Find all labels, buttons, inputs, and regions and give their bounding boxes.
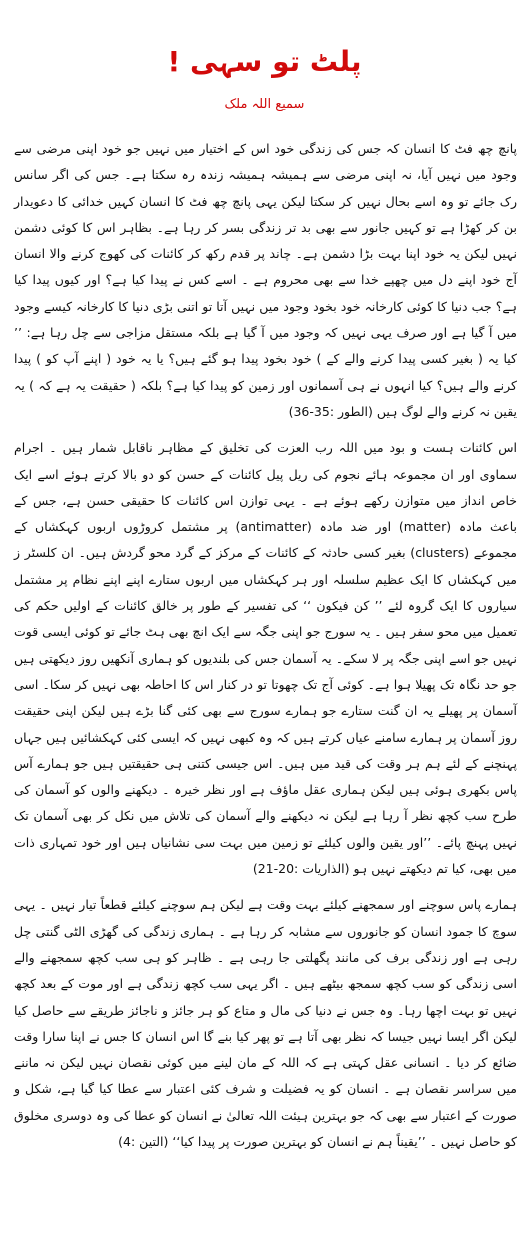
article-body xyxy=(14,136,517,1165)
paragraph-1: پانچ چھ فٹ کا انسان کہ جس کی زندگی خود اس کے اختیار میں نہیں جو خود اپنی مرضی سے وجود میں نہیں آیا، نہ اپنی مرضی سے ہمیشہ ہمیشہ زندہ رہ سکتا ہے۔ جس کی اگر سانس رک جائے تو وہ اسے بحال نہیں کر سکتا لیکن یہی پانچ چھ فٹ کا انسان کہیں خدائی کا دعویدار بن کر کھڑا ہے تو کہیں جانور سے بھی بد تر زندگی بسر کر رہا ہے۔ بظاہر اس کا کوئی دشمن نہیں لیکن یہ خود اپنا بہت بڑا دشمن ہے۔ چاند پر قدم رکھ کر کائنات کی کھوج کرنے والا انسان آج خود اپنے دل میں چھپے خدا سے بھی محروم ہے ۔ اسے کس نے پیدا کیا ہے؟ اور کیوں پیدا کیا ہے؟ جب دنیا کا کوئی کارخانہ خود بخود وجود میں نہیں آتا تو اتنی بڑی دنیا کا کارخانہ کیسے وجود میں آ گیا ہے اور صرف یہی نہیں کہ وجود میں آ گیا ہے بلکہ مستقل مزاجی سے چل رہا ہے: ’’ کیا یہ ( بغیر کسی پیدا کرنے والے کے ) خود بخود پیدا ہو گئے ہیں؟ یا یہ خود ( اپنے آپ کو ) پیدا کرنے والے ہیں؟ کیا انہوں نے ہی آسمانوں اور زمین کو پیدا کیا ہے؟ بلکہ ( حقیقت یہ ہے کہ ) یہ یقین نہ کرنے والے لوگ ہیں (الطور :35-36) xyxy=(14,141,517,419)
paragraph-2: اس کائنات ہست و بود میں اللہ رب العزت کی تخلیق کے مظاہر ناقابل شمار ہیں ۔ اجرام سماوی اور ان مجموعہ ہائے نجوم کی ریل پیل کائنات کے حسن کو دو بالا کرتے ہوئے اسے ایک خاص انداز میں متوازن رکھے ہوئے ہے ۔ یہی توازن اس کائنات کا حقیقی حسن ہے، جس کے باعث مادہ (matter) اور ضد مادہ (antimatter) پر مشتمل کروڑوں اربوں کہکشاں کے مجموعے (clusters) بغیر کسی حادثہ کے کائنات کے مرکز کے گرد محو گردش ہیں۔ ان کلسٹر ز میں کہکشاں کا ایک عظیم سلسلہ اور ہر کہکشاں میں اربوں ستارے اپنے اپنے نظام پر مشتمل سیاروں کا ایک گروہ لئے ’’ کن فیکون ‘‘ کی تفسیر کے طور پر خالق کائنات کے اولیں حکم کی تعمیل میں محو سفر ہیں ۔ یہ سورج جو اپنی جگہ سے ایک انچ بھی ہٹ جائے تو کوئی ایسی قوت نہیں جو اسے اپنی جگہ پر لا سکے۔ یہ آسمان جس کی بلندیوں کو ہماری آنکھیں روز دیکھتی ہیں جو حد نگاہ تک پھیلا ہوا ہے۔ کوئی آج تک چھوتا تو در کنار اس کا احاطہ بھی نہیں کر سکا۔ اسی آسمان پر پھیلے یہ ان گنت ستارے جو ہمارے سورج سے بھی کئی گنا بڑے ہیں لیکن اپنی حقیقت روز آسمان پر ہمارے سامنے عیاں کرتے ہیں کہ وہ کبھی نہیں کہ ایسی کئی کہکشائیں ہیں جہاں پہنچنے کے لئے ہم ہر وقت کی قید میں ہیں۔ اس جیسی کتنی ہی حقیقتیں ہیں جو ہمارے آس پاس بکھری ہوئی ہیں لیکن ہماری عقل ماؤف ہے اور نظر خیرہ ۔ دیکھنے والوں کو آسمان کی طرح سب کچھ نظر آ رہا ہے لیکن نہ دیکھنے والے آسمان کی تلاش میں نکل کر بھی آسمان تک نہیں پہنچ پائے۔ ’’اور یقین والوں کیلئے تو زمین میں بہت سی نشانیاں ہیں اور خود تمہاری ذات میں بھی، کیا تم دیکھتے نہیں ہو (الذاریات :20-21) xyxy=(14,440,517,877)
paragraph-3: ہمارے پاس سوچنے اور سمجھنے کیلئے بہت وقت ہے لیکن ہم سوچنے کیلئے قطعاً تیار نہیں ۔ یہی سوچ کا جمود انسان کو جانوروں سے مشابہ کر رہا ہے ۔ ہماری زندگی کی گھڑی الٹی گنتی چل رہی ہے اور زندگی برف کی مانند پگھلتی جا رہی ہے ۔ ظاہر کو ہی سب کچھ سمجھنے والے اسی زندگی کو سب کچھ سمجھ بیٹھے ہیں ۔ اگر یہی سب کچھ زندگی ہے اور موت کے بعد کچھ نہیں تو بہت اچھا رہا۔ وہ جس نے دنیا کی مال و متاع کو ہر جائز و ناجائز طریقے سے حاصل کیا لیکن اگر ایسا نہیں جیسا کہ نظر بھی آتا ہے تو پھر کیا بنے گا اس انسان کا جس نے اپنا سارا وقت ضائع کر دیا ۔ انسانی عقل کہتی ہے کہ اللہ کے مان لینے میں کوئی نقصان نہیں لیکن نہ ماننے میں سراسر نقصان ہے ۔ انسان کو یہ فضیلت و شرف کئی اعتبار سے عطا کیا گیا ہے، شکل و صورت کے اعتبار سے بھی کہ جو بہترین ہیئت اللہ تعالیٰ نے انسان کو عطا کی وہ دوسری مخلوق کو حاصل نہیں ۔ ’’یقیناً ہم نے انسان کو بہترین صورت پر پیدا کیا‘‘ (التین :4) xyxy=(14,897,517,1149)
article-title: پلٹ تو سہی ! xyxy=(167,45,362,78)
author-name: سمیع اللہ ملک xyxy=(224,97,305,112)
